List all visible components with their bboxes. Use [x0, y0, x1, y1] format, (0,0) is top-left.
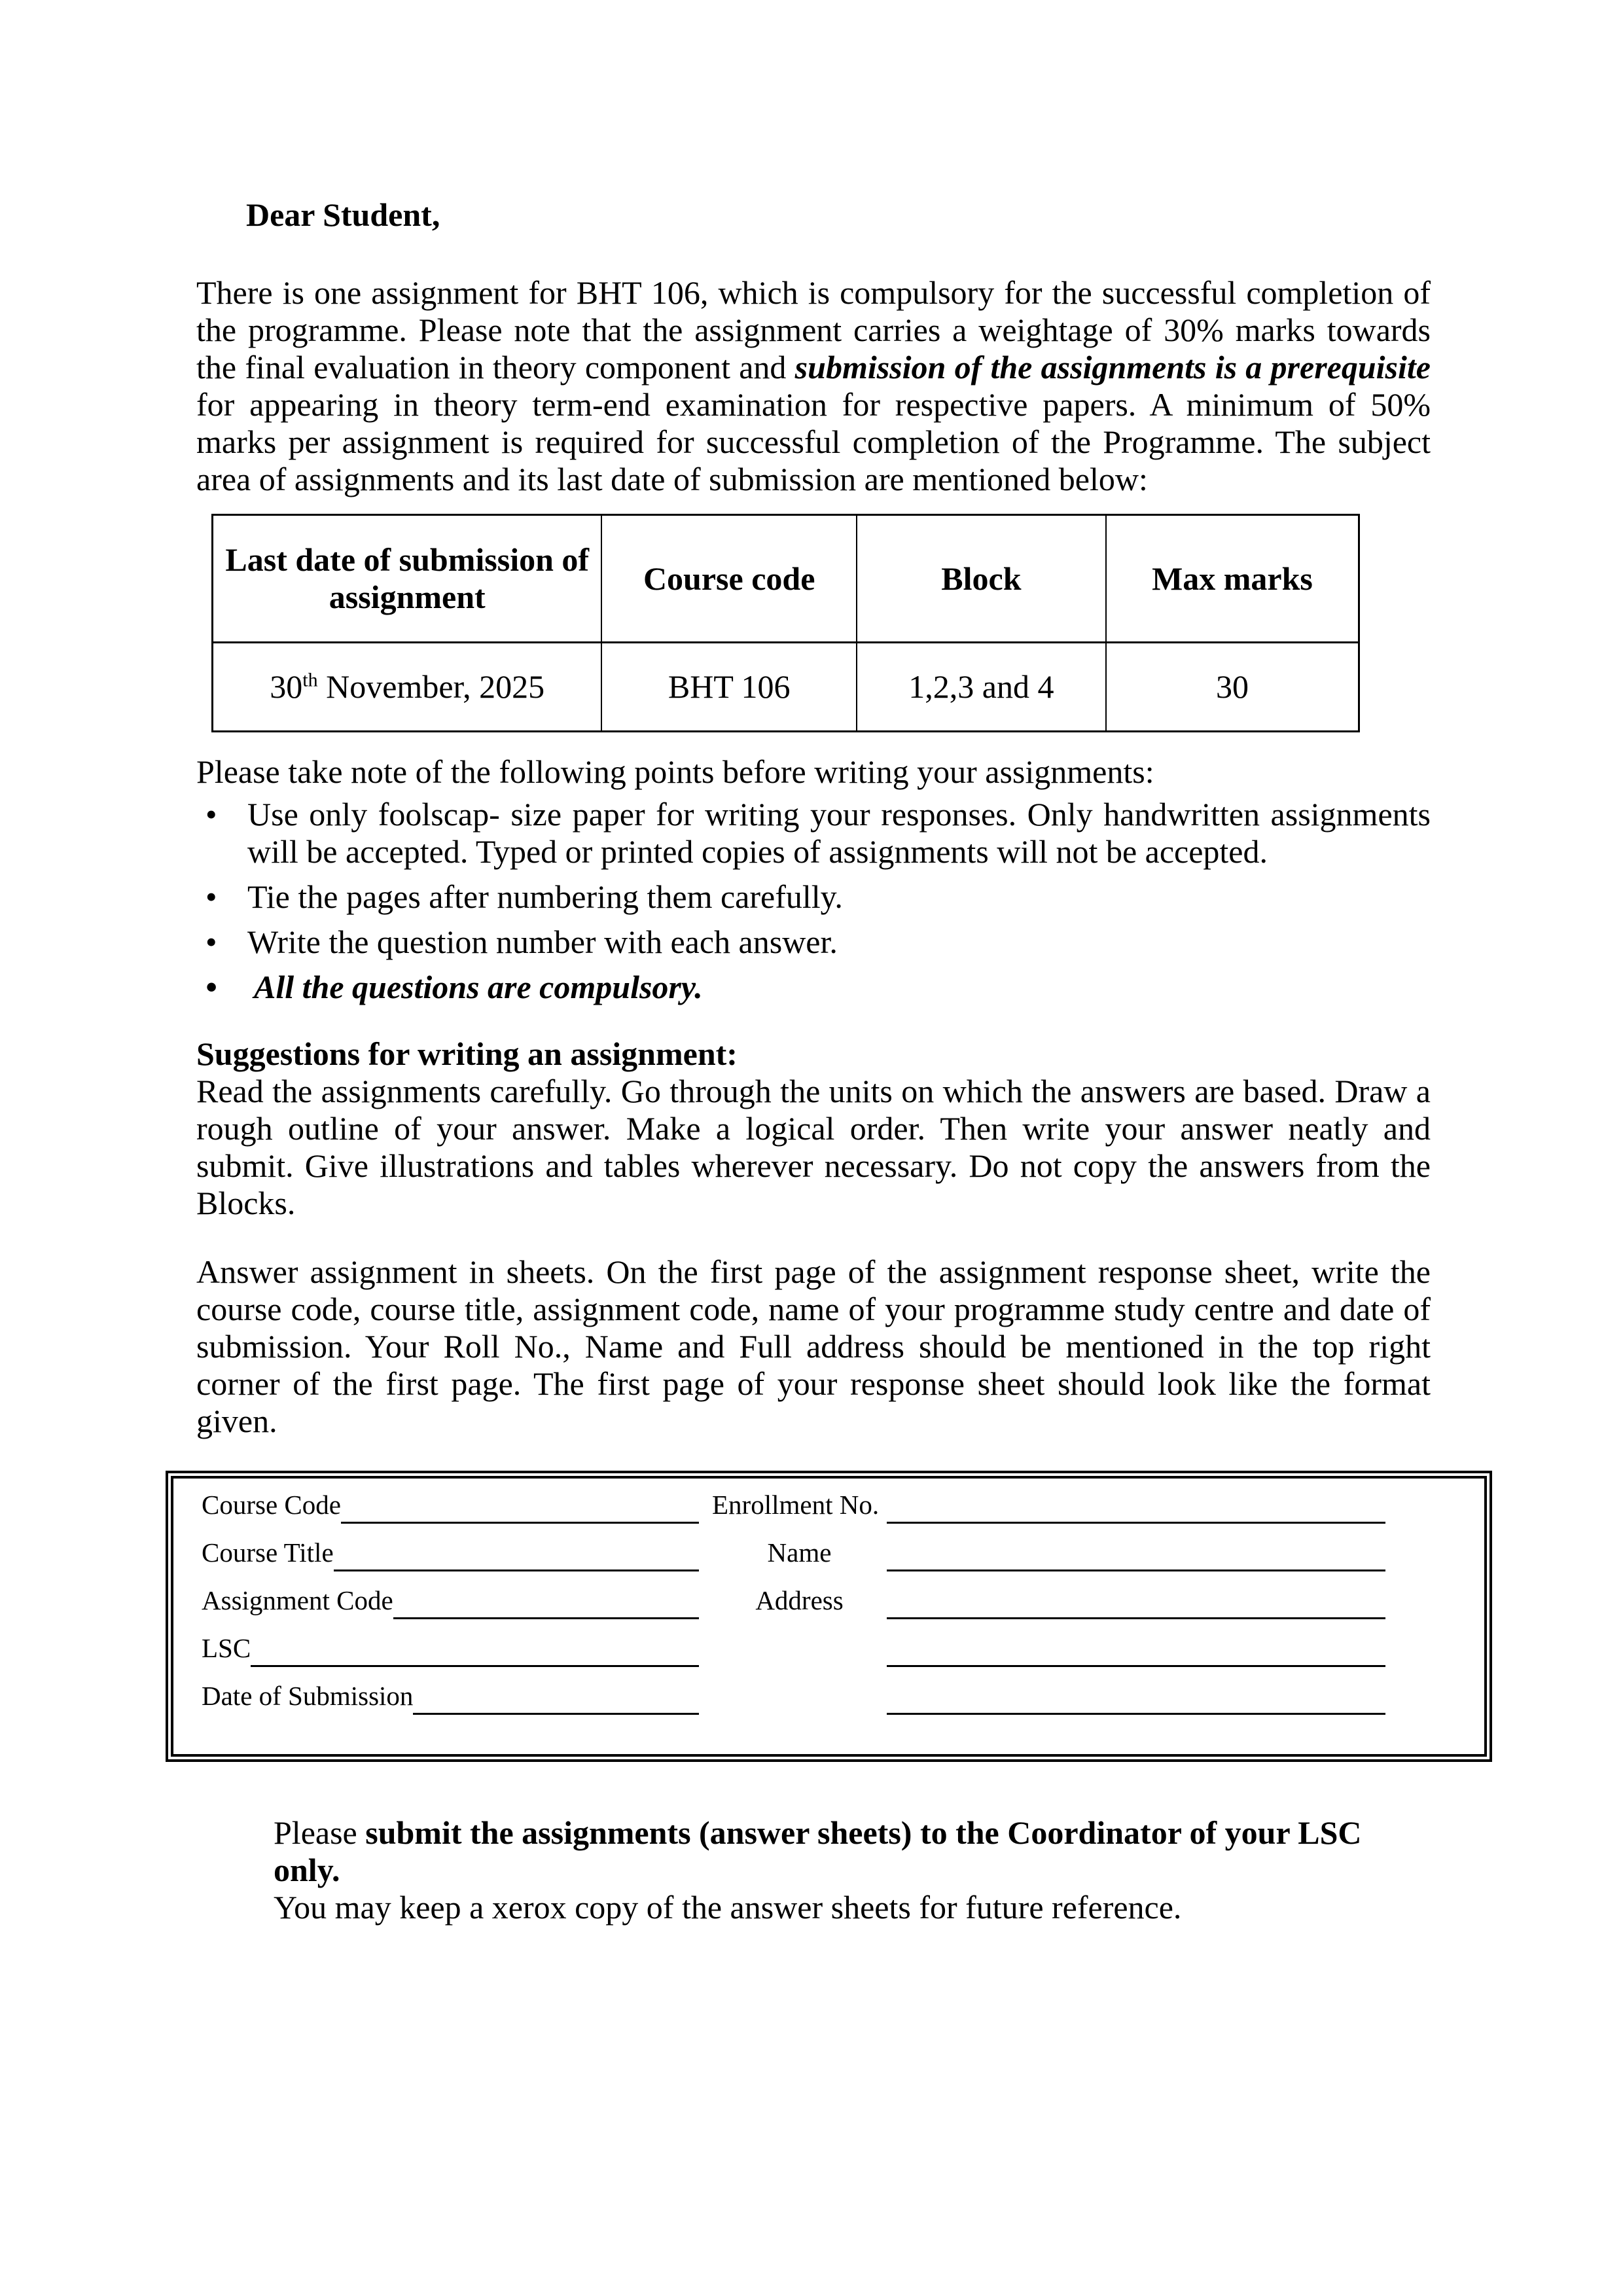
closing-bold: submit the assignments (answer sheets) to the Coordinator of your LSC only.: [274, 1814, 1362, 1888]
date-rest: November, 2025: [317, 668, 545, 705]
blank-line: [887, 1665, 1385, 1667]
blank-line: [334, 1570, 699, 1571]
form-field-address-line-2: [712, 1665, 1385, 1667]
bullet-icon: •: [205, 924, 217, 960]
intro-text-2: for appearing in theory term-end examination for respective papers. A minimum of 50% marks per assignment is required for successful completion of the Programme. The subject area of assignments and its last date of submission are mentioned below:: [196, 386, 1431, 497]
list-item: [196, 878, 1431, 916]
bullet-icon: •: [205, 878, 217, 915]
form-field-assignment-code: [202, 1582, 699, 1619]
form-field-enrollment-no: [712, 1486, 1385, 1524]
form-field-date-of-submission: [202, 1677, 699, 1715]
blank-line: [887, 1617, 1385, 1619]
closing-note: [274, 1814, 1431, 1926]
form-field-course-title: [202, 1534, 699, 1571]
cell-submission-date: [213, 643, 602, 732]
list-item: [196, 924, 1431, 961]
bullet-icon: •: [205, 796, 217, 833]
form-field-course-code: [202, 1486, 699, 1524]
form-field-name: [712, 1534, 1385, 1571]
format-paragraph: Answer assignment in sheets. On the first page of the assignment response sheet, write the course code, course title, assignment code, name of your programme study centre and date of submission. Your Roll No., Name and Full address should be mentioned in the top right corner of the first page. The first page of your response sheet should look like the format given.: [196, 1253, 1431, 1439]
list-item: [196, 796, 1431, 870]
schedule-table-header-row: [213, 515, 1359, 643]
field-label: Course Title: [202, 1537, 334, 1568]
header-last-date: Last date of submission of assignment: [213, 515, 602, 643]
form-row: [202, 1486, 1484, 1524]
response-sheet-format-box: [166, 1471, 1492, 1762]
form-field-address: [712, 1582, 1385, 1619]
header-block: Block: [857, 515, 1106, 643]
notes-list: [196, 796, 1431, 1006]
list-item: [196, 969, 1431, 1006]
blank-line: [341, 1522, 699, 1524]
form-row: [202, 1677, 1484, 1715]
cell-course-code: BHT 106: [601, 643, 856, 732]
blank-line: [887, 1570, 1385, 1571]
intro-emphasis: submission of the assignments is a prerequisite: [794, 349, 1431, 386]
intro-text-1: There is one assignment for BHT 106, which is compulsory for the successful completion of the programme. Please note that the assignment carries a weightage of 30% marks towards the final evaluation in theory component and: [196, 274, 1431, 386]
closing-line-1: [274, 1814, 1431, 1889]
list-item-text: Write the question number with each answer.: [247, 924, 838, 960]
list-item-text: All the questions are compulsory.: [254, 969, 703, 1005]
date-day: 30: [270, 668, 303, 705]
page-content: [196, 0, 1431, 1926]
suggestions-heading: Suggestions for writing an assignment:: [196, 1035, 738, 1072]
field-label: Enrollment No.: [712, 1490, 880, 1520]
blank-line: [887, 1713, 1385, 1715]
blank-line: [393, 1617, 699, 1619]
suggestions-paragraph: Read the assignments carefully. Go through the units on which the answers are based. Draw a rough outline of your answer. Make a logical order. Then write your answer neatly and submit. Give illustrations and tables wherever necessary. Do not copy the answers from the Blocks.: [196, 1073, 1431, 1221]
form-row: [202, 1582, 1484, 1619]
schedule-table: [211, 514, 1360, 732]
field-label: Course Code: [202, 1490, 341, 1520]
header-course-code: Course code: [601, 515, 856, 643]
intro-paragraph: [196, 274, 1431, 498]
cell-max-marks: 30: [1106, 643, 1359, 732]
field-label: LSC: [202, 1633, 251, 1663]
field-label: Name: [767, 1537, 832, 1568]
blank-line: [887, 1522, 1385, 1524]
blank-line: [413, 1713, 699, 1715]
blank-line: [251, 1665, 699, 1667]
notes-intro: Please take note of the following points before writing your assignments:: [196, 753, 1154, 790]
closing-prefix: Please: [274, 1814, 366, 1851]
list-item-text: Tie the pages after numbering them carefully.: [247, 878, 843, 915]
form-field-lsc: [202, 1630, 699, 1667]
header-max-marks: Max marks: [1106, 515, 1359, 643]
field-label: Assignment Code: [202, 1585, 393, 1615]
form-row: [202, 1630, 1484, 1667]
field-label: Date of Submission: [202, 1681, 414, 1711]
list-item-text: Use only foolscap- size paper for writing your responses. Only handwritten assignments will be accepted. Typed or printed copies of assignments will not be accepted.: [247, 796, 1431, 870]
bullet-icon: •: [205, 969, 217, 1005]
field-label: Address: [755, 1585, 844, 1615]
cell-block: 1,2,3 and 4: [857, 643, 1106, 732]
closing-line-2: You may keep a xerox copy of the answer sheets for future reference.: [274, 1889, 1182, 1926]
schedule-table-data-row: [213, 643, 1359, 732]
salutation: Dear Student,: [246, 196, 440, 233]
form-row: [202, 1534, 1484, 1571]
form-field-address-line-3: [712, 1713, 1385, 1715]
date-ordinal: th: [302, 669, 318, 691]
